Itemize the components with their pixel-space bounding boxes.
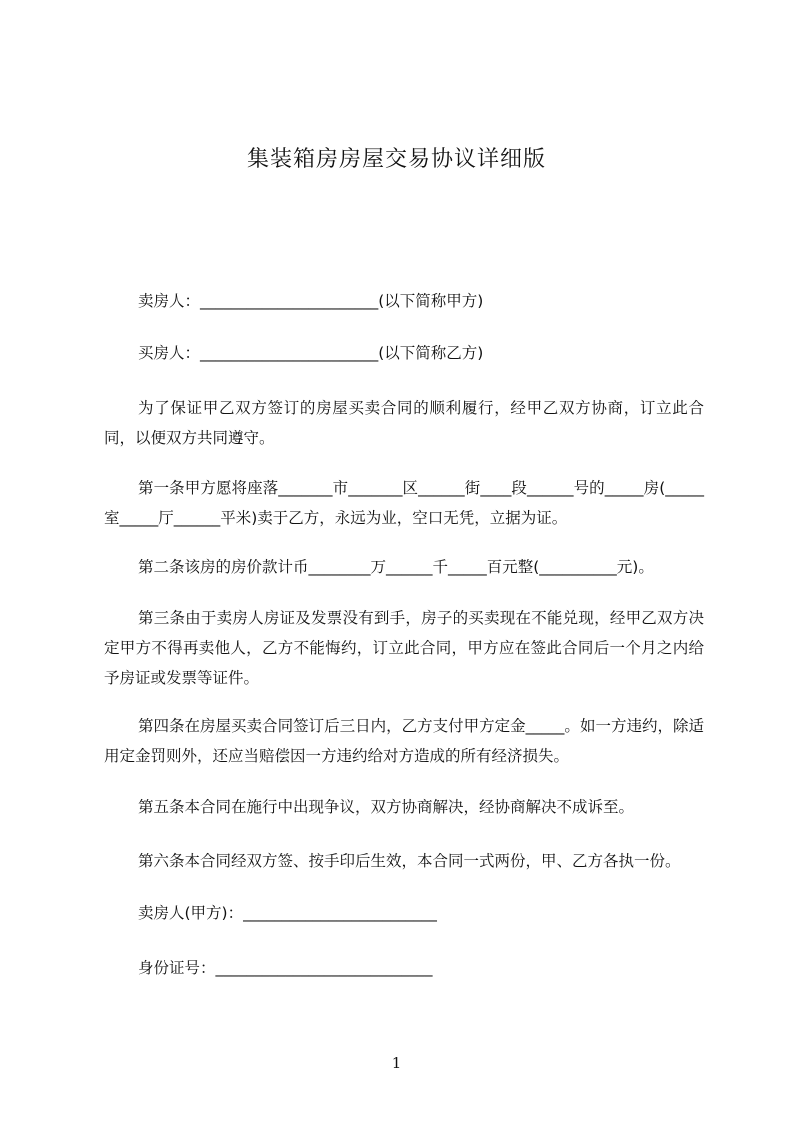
seller-signature-line: 卖房人(甲方)：_________________________ [138, 904, 437, 922]
buyer-line: 买房人：_______________________(以下简称乙方) [138, 344, 484, 362]
intro-paragraph: 为了保证甲乙双方签订的房屋买卖合同的顺利履行，经甲乙双方协商，订立此合同，以便双方共同遵守。 [104, 399, 704, 447]
document-title: 集装箱房房屋交易协议详细版 [246, 147, 546, 172]
article-3: 第三条由于卖房人房证及发票没有到手，房子的买卖现在不能兑现，经甲乙双方决定甲方不得再卖他人，乙方不能悔约，订立此合同，甲方应在签此合同后一个月之内给予房证或发票等证件。 [104, 609, 704, 687]
article-4: 第四条在房屋买卖合同签订后三日内，乙方支付甲方定金_____。如一方违约，除适用定金罚则外，还应当赔偿因一方违约给对方造成的所有经济损失。 [104, 717, 704, 765]
id-number-line: 身份证号：____________________________ [138, 959, 433, 977]
article-6: 第六条本合同经双方签、按手印后生效，本合同一式两份，甲、乙方各执一份。 [138, 852, 681, 870]
page-number: 1 [391, 1054, 402, 1072]
article-1: 第一条甲方愿将座落_______市_______区______街____段______号的_____房(_____室_____厅______平米)卖于乙方，永远为业，空口无凭，立据为证。 [104, 479, 704, 527]
seller-line: 卖房人：_______________________(以下简称甲方) [138, 292, 484, 310]
article-5: 第五条本合同在施行中出现争议，双方协商解决，经协商解决不成诉至。 [138, 798, 635, 816]
article-2: 第二条该房的房价款计币________万______千_____百元整(__________元)。 [138, 558, 654, 576]
